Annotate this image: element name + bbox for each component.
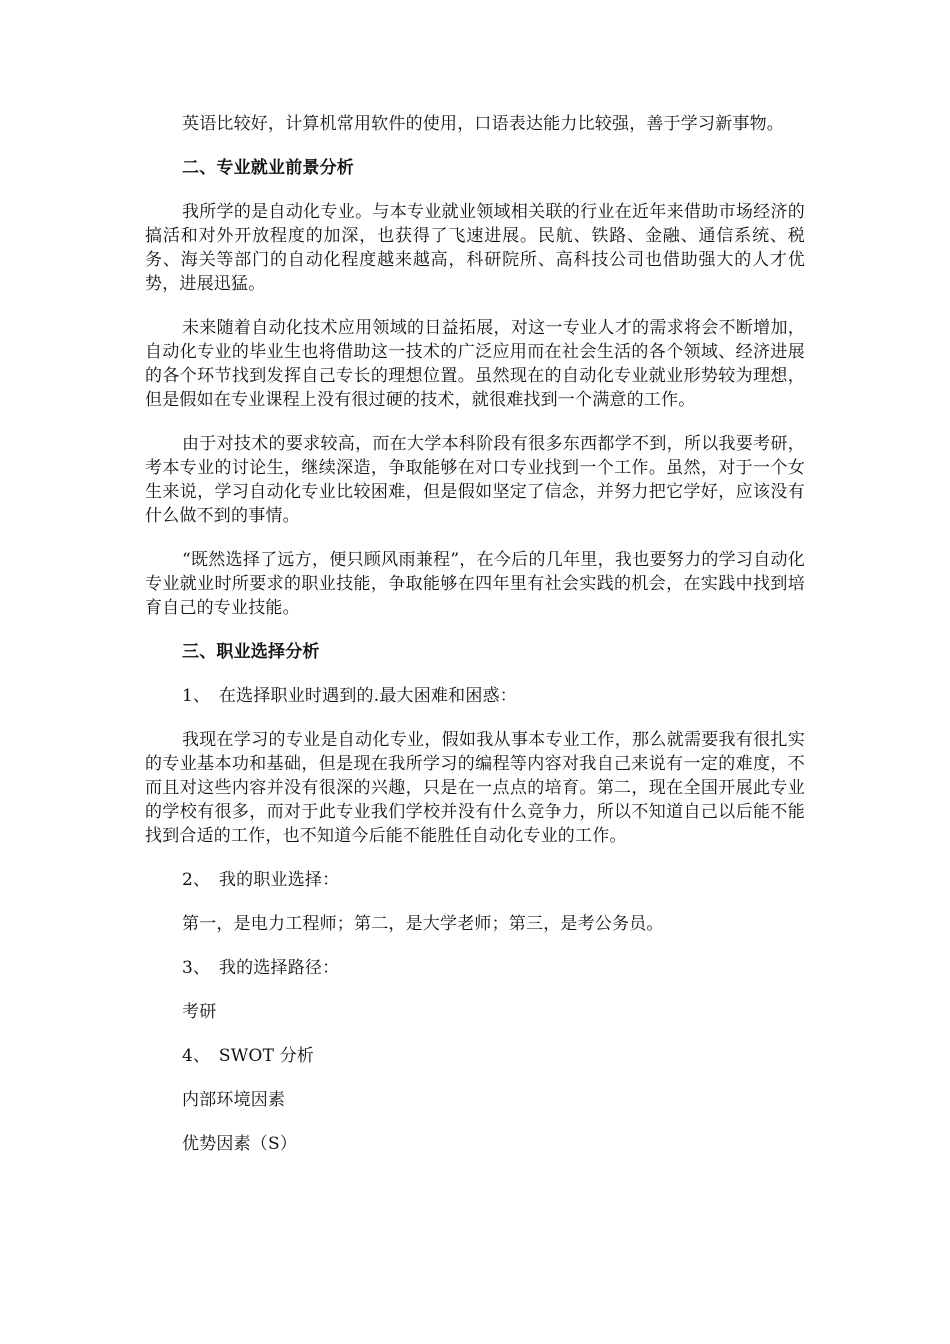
list-item-career-choice: 2、 我的职业选择： bbox=[182, 870, 340, 890]
paragraph-difficulty: 我现在学习的专业是自动化专业，假如我从事本专业工作，那么就需要我有很扎实的专业基本功和基础，但是现在我所学习的编程等内容对我自己来说有一定的难度，不而且对这些内容并没有很深的兴趣，只是在一点点的培育。第二，现在全国开展此专业的学校有很多，而对于此专业我们学校并没有什么竞争力，所以不知道自己以后能不能找到合适的工作，也不知道今后能不能胜任自动化专业的工作。 bbox=[145, 730, 805, 846]
paragraph-major: 我所学的是自动化专业。与本专业就业领域相关联的行业在近年来借助市场经济的搞活和对外开放程度的加深，也获得了飞速进展。民航、铁路、金融、通信系统、税务、海关等部门的自动化程度越来越高，科研院所、高科技公司也借助强大的人才优势，进展迅猛。 bbox=[145, 202, 805, 294]
paragraph-choices: 第一，是电力工程师；第二，是大学老师；第三，是考公务员。 bbox=[182, 914, 664, 934]
list-item-difficulties: 1、 在选择职业时遇到的.最大困难和困惑： bbox=[182, 686, 517, 706]
paragraph-internal-factors: 内部环境因素 bbox=[182, 1090, 286, 1110]
paragraph-strength-factors: 优势因素（S） bbox=[182, 1134, 298, 1154]
section-heading-career-choice: 三、职业选择分析 bbox=[182, 642, 320, 662]
paragraph-path: 考研 bbox=[182, 1002, 217, 1022]
paragraph-future: 未来随着自动化技术应用领域的日益拓展，对这一专业人才的需求将会不断增加，自动化专业的毕业生也将借助这一技术的广泛应用而在社会生活的各个领域、经济进展的各个环节找到发挥自己专长的理想位置。虽然现在的自动化专业就业形势较为理想，但是假如在专业课程上没有很过硬的技术，就很难找到一个满意的工作。 bbox=[145, 318, 805, 410]
document-page bbox=[145, 112, 805, 1176]
paragraph-skills: 英语比较好，计算机常用软件的使用，口语表达能力比较强，善于学习新事物。 bbox=[182, 114, 784, 134]
paragraph-postgraduate: 由于对技术的要求较高，而在大学本科阶段有很多东西都学不到，所以我要考研，考本专业的讨论生，继续深造，争取能够在对口专业找到一个工作。虽然，对于一个女生来说，学习自动化专业比较困难，但是假如坚定了信念，并努力把它学好，应该没有什么做不到的事情。 bbox=[145, 434, 805, 526]
list-item-swot: 4、 SWOT 分析 bbox=[182, 1046, 315, 1066]
section-heading-employment-outlook: 二、专业就业前景分析 bbox=[182, 158, 354, 178]
list-item-path: 3、 我的选择路径： bbox=[182, 958, 340, 978]
paragraph-quote: “既然选择了远方，便只顾风雨兼程”，在今后的几年里，我也要努力的学习自动化专业就业时所要求的职业技能，争取能够在四年里有社会实践的机会，在实践中找到培育自己的专业技能。 bbox=[145, 550, 805, 618]
